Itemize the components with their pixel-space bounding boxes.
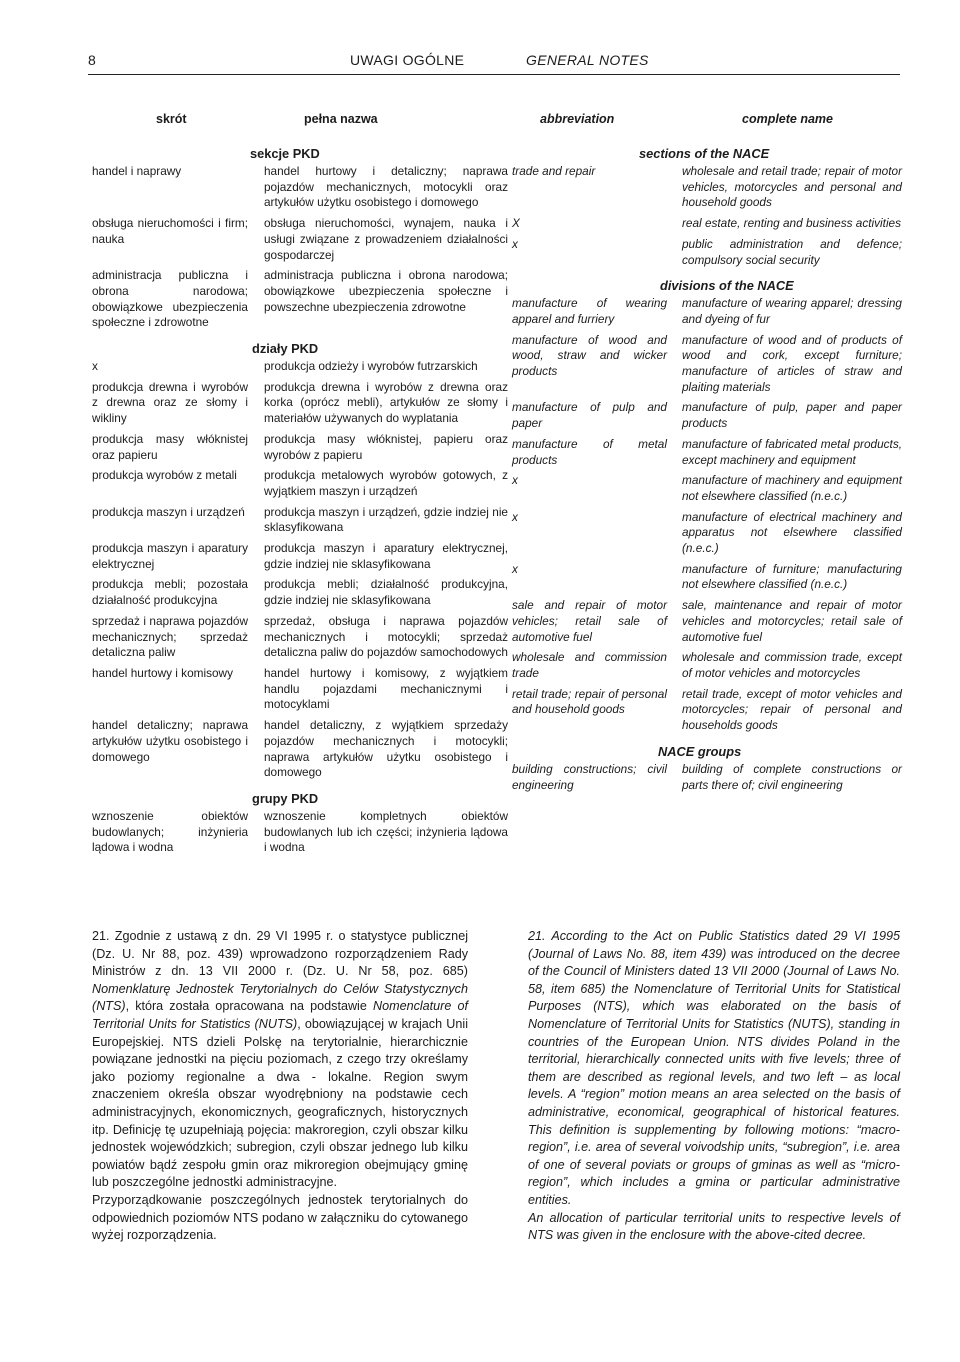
- polish-table-body: [92, 144, 508, 856]
- table-row: [92, 380, 508, 427]
- table-row: [512, 164, 902, 211]
- full-name-cell: produkcja metalowych wyrobów gotowych, z wyjątkiem maszyn i urządzeń: [264, 468, 508, 498]
- abbreviation-cell: sprzedaż i naprawa pojazdów mechanicznych; sprzedaż detaliczna paliw: [92, 613, 248, 660]
- full-name-cell: manufacture of wood and of products of wood and cork, except furniture; manufacture of articles of straw and plaiting materials: [682, 332, 902, 394]
- abbreviation-cell: produkcja mebli; pozostała działalność produkcyjna: [92, 577, 248, 608]
- full-name-cell: manufacture of fabricated metal products, except machinery and equipment: [682, 436, 902, 467]
- table-row: [512, 400, 902, 431]
- col-header-complete-name: complete name: [742, 112, 834, 126]
- table-row: [92, 359, 508, 375]
- col-header-full: pełna nazwa: [304, 112, 378, 126]
- section-heading: grupy PKD: [252, 790, 319, 806]
- table-row: [512, 333, 902, 396]
- table-row: [512, 510, 902, 557]
- abbreviation-cell: wznoszenie obiektów budowlanych; inżynieria lądowa i wodna: [92, 808, 248, 855]
- header-title-english: GENERAL NOTES: [526, 52, 649, 68]
- footnote-italic-term: Nomenklaturę Jednostek Terytorialnych do Celów Statystycznych (NTS): [92, 981, 468, 1014]
- table-row: [92, 216, 508, 263]
- abbreviation-cell: X: [512, 216, 520, 231]
- page-header: [88, 48, 900, 72]
- full-name-cell: manufacture of pulp, paper and paper products: [682, 400, 902, 431]
- abbreviation-cell: produkcja drewna i wyrobów z drewna oraz ze słomy i wikliny: [92, 379, 248, 426]
- abbreviation-cell: manufacture of wood and wood, straw and wicker products: [512, 332, 667, 379]
- full-name-cell: produkcja maszyn i urządzeń, gdzie indziej nie sklasyfikowana: [264, 504, 508, 535]
- full-name-cell: public administration and defence; compulsory social security: [682, 236, 902, 267]
- table-row: [92, 666, 508, 713]
- footnote-polish-paragraph-1: [92, 928, 468, 1192]
- footnote-italic-term: Nomenclature of Territorial Units for Statistics (NUTS): [92, 999, 468, 1031]
- abbreviation-cell: x: [512, 473, 518, 488]
- footnote-english: [528, 928, 900, 1245]
- polish-table-header: [92, 108, 508, 144]
- table-row: [512, 562, 902, 593]
- full-name-cell: wznoszenie kompletnych obiektów budowlanych lub ich części; inżynieria lądowa i wodna: [264, 808, 508, 855]
- table-row: [92, 577, 508, 608]
- table-row: [512, 437, 902, 468]
- abbreviation-cell: produkcja masy włóknistej oraz papieru: [92, 431, 248, 462]
- english-table-body: [512, 144, 902, 793]
- full-name-cell: obsługa nieruchomości, wynajem, nauka i usługi związane z prowadzeniem działalności gospodarczej: [264, 216, 508, 262]
- col-header-short: skrót: [156, 112, 187, 126]
- abbreviation-cell: handel hurtowy i komisowy: [92, 665, 233, 680]
- table-row: [512, 296, 902, 327]
- full-name-cell: retail trade, except of motor vehicles and motorcycles; repair of personal and households goods: [682, 686, 902, 733]
- full-name-cell: handel hurtowy i komisowy, z wyjątkiem handlu pojazdami mechanicznymi i motocyklami: [264, 665, 508, 712]
- full-name-cell: manufacture of electrical machinery and apparatus not elsewhere classified (n.e.c.): [682, 509, 902, 556]
- table-row: [92, 432, 508, 463]
- abbreviation-cell: x: [512, 561, 518, 576]
- footnote-text: 21. Zgodnie z ustawą z dn. 29 VI 1995 r. o statystyce publicznej (Dz. U. Nr 88, poz. 439) wprowadzono rozporządzeniem Rady Ministrów z dn. 13 VII 2000 r. (Dz. U. Nr 58, poz. 685): [92, 929, 468, 979]
- section-heading: divisions of the NACE: [660, 278, 794, 294]
- full-name-cell: manufacture of machinery and equipment not elsewhere classified (n.e.c.): [682, 473, 902, 503]
- footnote-english-paragraph-2: An allocation of particular territorial units to respective levels of NTS was given in the enclosure with the above-cited decree.: [528, 1210, 900, 1243]
- polish-abbreviations-table: [92, 108, 508, 858]
- abbreviation-cell: produkcja maszyn i urządzeń: [92, 504, 245, 519]
- footnote-english-paragraph-1: 21. According to the Act on Public Statistics dated 29 VI 1995 (Journal of Laws No. 88, item 439) was introduced on the decree of the Council of Ministers dated 13 VII 2000 (Journal of Laws No. 58, item 685) the Nomenclature of Territorial Units for Statistical Purposes (NTS), which was elaborated on the basis of Nomenclature of Territorial Units for Statistics (NUTS), standing in countries of the European Union. NTS divides Poland in the territorial, hierarchically connected units with five levels; three of them are described as regional levels, and two left – as local levels. A “region” motion means an area selected on the basis of administrative, economical, geographical of historical features. This definition is supplementing by following motions: “macro-region”, i.e. area of several voivodship units, “subregion”, i.e. area of one of several poviats or groups of gminas as well as “micro-region”, which includes a gmina or particular administrative entities.: [528, 929, 900, 1207]
- table-row: [512, 687, 902, 734]
- full-name-cell: produkcja drewna i wyrobów z drewna oraz korka (oprócz mebli), artykułów ze słomy i materiałów używanych do wyplatania: [264, 379, 508, 426]
- table-row: [92, 505, 508, 536]
- header-rule: [88, 74, 900, 75]
- abbreviation-cell: manufacture of wearing apparel and furriery: [512, 296, 667, 326]
- abbreviation-cell: handel i naprawy: [92, 164, 182, 178]
- full-name-cell: sale, maintenance and repair of motor vehicles and motorcycles; retail sale of automotive fuel: [682, 598, 902, 644]
- full-name-cell: handel detaliczny, z wyjątkiem sprzedaży pojazdów mechanicznych i motocykli; naprawa artykułów użytku osobistego i domowego: [264, 718, 508, 780]
- abbreviation-cell: retail trade; repair of personal and household goods: [512, 686, 667, 717]
- table-row: [512, 216, 902, 232]
- table-row: [92, 718, 508, 781]
- english-abbreviations-table: [512, 108, 902, 795]
- full-name-cell: wholesale and retail trade; repair of motor vehicles, motorcycles and personal and household goods: [682, 164, 902, 210]
- abbreviation-cell: produkcja maszyn i aparatury elektrycznej: [92, 541, 248, 571]
- full-name-cell: manufacture of furniture; manufacturing not elsewhere classified (n.e.c.): [682, 561, 902, 592]
- table-row: [512, 473, 902, 504]
- abbreviation-cell: x: [512, 509, 518, 524]
- footnote-text: , która została opracowana na podstawie: [125, 999, 373, 1014]
- table-row: [92, 468, 508, 499]
- full-name-cell: produkcja masy włóknistej, papieru oraz wyrobów z papieru: [264, 431, 508, 462]
- col-header-abbreviation: abbreviation: [540, 112, 615, 126]
- abbreviation-cell: produkcja wyrobów z metali: [92, 468, 237, 483]
- full-name-cell: wholesale and commission trade, except of motor vehicles and motorcycles: [682, 650, 902, 680]
- section-heading: działy PKD: [252, 341, 319, 357]
- footnote-text: , obowiązującej w krajach Unii Europejskiej. NTS dzieli Polskę na terytorialnie, hierarchicznie powiązane jednostki na pięciu poziomach, z czego trzy określamy jako poziomy regionalne a dwa - lokalne. Region swym znaczeniem określa obszar wyodrębniony na podstawie cech administracyjnych, ekonomicznych, geograficznych, historycznych itp. Definicję tę uzupełniają pojęcia: makroregion, czyli obszar kilku jednostek wojewódzkich; subregion, czyli obszar jednego lub kilku powiatów bądź zespołu gmin oraz mikroregion obejmujący gminę lub poszczególne jednostki administracyjne.: [92, 1016, 468, 1190]
- table-row: [512, 598, 902, 645]
- abbreviation-cell: manufacture of pulp and paper: [512, 400, 667, 431]
- abbreviation-cell: administracja publiczna i obrona narodowa; obowiązkowe ubezpieczenia społeczne i zdrowotne: [92, 268, 248, 330]
- abbreviation-cell: x: [512, 236, 518, 251]
- full-name-cell: administracja publiczna i obrona narodowa; obowiązkowe ubezpieczenia społeczne i powszechne ubezpieczenia zdrowotne: [264, 268, 508, 314]
- full-name-cell: manufacture of wearing apparel; dressing and dyeing of fur: [682, 296, 902, 326]
- header-title-polish: UWAGI OGÓLNE: [350, 52, 465, 68]
- section-heading: sekcje PKD: [250, 146, 320, 161]
- english-table-header: [512, 108, 902, 144]
- abbreviation-cell: trade and repair: [512, 164, 596, 178]
- page-number: 8: [88, 52, 96, 68]
- table-row: [92, 809, 508, 856]
- abbreviation-cell: x: [92, 359, 98, 374]
- abbreviation-cell: manufacture of metal products: [512, 436, 667, 467]
- abbreviation-cell: building constructions; civil engineering: [512, 761, 667, 792]
- abbreviation-cell: handel detaliczny; naprawa artykułów użytku osobistego i domowego: [92, 718, 248, 764]
- table-row: [92, 541, 508, 572]
- full-name-cell: produkcja maszyn i aparatury elektrycznej, gdzie indziej nie sklasyfikowana: [264, 541, 508, 571]
- full-name-cell: produkcja mebli; działalność produkcyjna, gdzie indziej nie sklasyfikowana: [264, 577, 508, 608]
- full-name-cell: handel hurtowy i detaliczny; naprawa pojazdów mechanicznych, motocykli oraz artykułów użytku osobistego i domowego: [264, 164, 508, 210]
- table-row: [92, 268, 508, 331]
- footnote-polish: [92, 928, 468, 1245]
- footnote-polish-paragraph-2: Przyporządkowanie poszczególnych jednostek terytorialnych do odpowiednich poziomów NTS podano w załączniku do cytowanego wyżej rozporządzenia.: [92, 1192, 468, 1243]
- table-row: [92, 164, 508, 211]
- abbreviation-cell: sale and repair of motor vehicles; retail sale of automotive fuel: [512, 598, 667, 644]
- full-name-cell: produkcja odzieży i wyrobów futrzarskich: [264, 359, 478, 374]
- full-name-cell: building of complete constructions or parts there of; civil engineering: [682, 761, 902, 792]
- table-row: [512, 237, 902, 268]
- table-row: [512, 650, 902, 681]
- abbreviation-cell: obsługa nieruchomości i firm; nauka: [92, 216, 248, 246]
- table-row: [92, 614, 508, 661]
- table-row: [512, 762, 902, 793]
- full-name-cell: sprzedaż, obsługa i naprawa pojazdów mechanicznych i motocykli; sprzedaż detaliczna paliw do pojazdów samochodowych: [264, 613, 508, 660]
- full-name-cell: real estate, renting and business activities: [682, 216, 902, 231]
- section-heading: sections of the NACE: [639, 146, 770, 161]
- section-heading: NACE groups: [658, 743, 742, 759]
- abbreviation-cell: wholesale and commission trade: [512, 650, 667, 680]
